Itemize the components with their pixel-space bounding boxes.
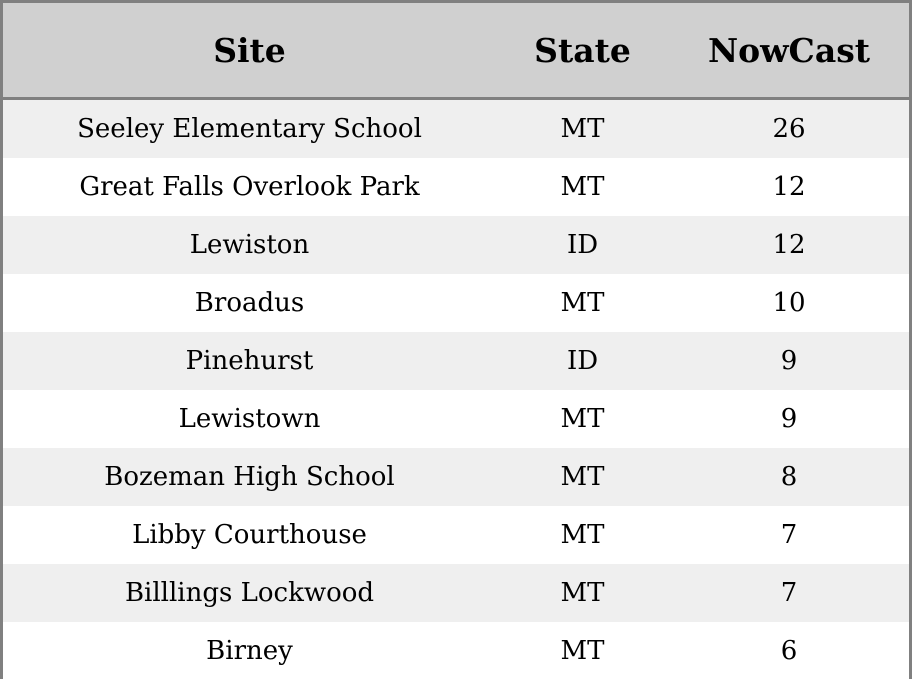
cell-site: Birney xyxy=(206,636,293,666)
cell-nowcast: 9 xyxy=(780,346,798,376)
cell-state: MT xyxy=(560,404,605,434)
cell-site: Billlings Lockwood xyxy=(124,578,375,608)
cell-state: MT xyxy=(560,578,605,608)
cell-site: Lewiston xyxy=(189,230,310,260)
cell-state: MT xyxy=(560,636,605,666)
cell-site: Lewistown xyxy=(178,404,321,434)
table-body xyxy=(3,100,909,680)
cell-site: Bozeman High School xyxy=(104,462,395,492)
cell-nowcast: 7 xyxy=(780,578,798,608)
table-row xyxy=(3,390,909,448)
table-row xyxy=(3,158,909,216)
table-header-row xyxy=(3,3,909,100)
cell-nowcast: 8 xyxy=(780,462,798,492)
cell-site: Seeley Elementary School xyxy=(77,114,422,144)
table-row xyxy=(3,564,909,622)
cell-site: Broadus xyxy=(194,288,305,318)
table-row xyxy=(3,274,909,332)
cell-state: MT xyxy=(560,172,605,202)
cell-state: MT xyxy=(560,462,605,492)
cell-nowcast: 12 xyxy=(772,172,806,202)
table-row xyxy=(3,332,909,390)
cell-state: MT xyxy=(560,520,605,550)
table-row xyxy=(3,622,909,680)
column-header-state: State xyxy=(534,30,631,70)
cell-nowcast: 9 xyxy=(780,404,798,434)
cell-nowcast: 7 xyxy=(780,520,798,550)
cell-state: MT xyxy=(560,288,605,318)
cell-nowcast: 6 xyxy=(780,636,798,666)
table-row xyxy=(3,506,909,564)
cell-state: ID xyxy=(566,230,599,260)
table-row xyxy=(3,216,909,274)
column-header-nowcast: NowCast xyxy=(707,30,871,70)
cell-state: ID xyxy=(566,346,599,376)
table-row xyxy=(3,448,909,506)
cell-state: MT xyxy=(560,114,605,144)
cell-site: Libby Courthouse xyxy=(132,520,367,550)
cell-nowcast: 26 xyxy=(772,114,806,144)
cell-site: Great Falls Overlook Park xyxy=(79,172,420,202)
cell-nowcast: 12 xyxy=(772,230,806,260)
cell-site: Pinehurst xyxy=(185,346,314,376)
cell-nowcast: 10 xyxy=(772,288,806,318)
column-header-site: Site xyxy=(213,30,286,70)
table-row xyxy=(3,100,909,158)
